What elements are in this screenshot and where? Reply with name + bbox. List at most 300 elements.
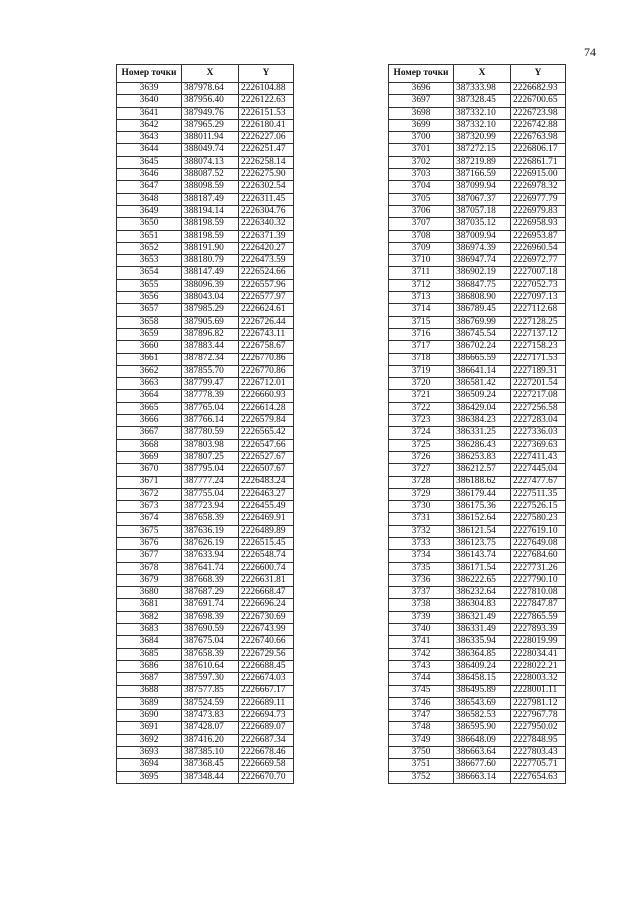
cell-point-number: 3734	[389, 550, 454, 562]
cell-x: 386648.09	[454, 734, 511, 746]
cell-point-number: 3732	[389, 525, 454, 537]
table-row	[389, 599, 566, 611]
table-header-row	[389, 65, 566, 83]
cell-y: 2226696.24	[239, 599, 294, 611]
table-row	[389, 439, 566, 451]
table-row	[389, 95, 566, 107]
cell-y: 2226770.86	[239, 365, 294, 377]
cell-point-number: 3712	[389, 279, 454, 291]
table-row	[389, 685, 566, 697]
cell-point-number: 3658	[117, 316, 182, 328]
table-row	[117, 193, 294, 205]
cell-y: 2226667.17	[239, 685, 294, 697]
cell-point-number: 3733	[389, 537, 454, 549]
cell-x: 388194.14	[182, 205, 239, 217]
cell-x: 386543.69	[454, 697, 511, 709]
cell-point-number: 3701	[389, 144, 454, 156]
table-row	[117, 341, 294, 353]
table-row	[389, 107, 566, 119]
table-row	[389, 747, 566, 759]
cell-y: 2227731.26	[511, 562, 566, 574]
cell-y: 2226861.71	[511, 156, 566, 168]
cell-point-number: 3697	[389, 95, 454, 107]
cell-x: 386677.60	[454, 759, 511, 771]
table-row	[117, 710, 294, 722]
cell-x: 386175.36	[454, 501, 511, 513]
table-row	[117, 525, 294, 537]
table-row	[389, 181, 566, 193]
cell-y: 2227128.25	[511, 316, 566, 328]
cell-point-number: 3683	[117, 624, 182, 636]
table-row	[117, 205, 294, 217]
cell-x: 386232.64	[454, 587, 511, 599]
cell-x: 387658.39	[182, 648, 239, 660]
cell-x: 387633.94	[182, 550, 239, 562]
cell-point-number: 3690	[117, 710, 182, 722]
table-row	[389, 660, 566, 672]
cell-point-number: 3746	[389, 697, 454, 709]
table-row	[117, 550, 294, 562]
table-row	[117, 476, 294, 488]
cell-y: 2226730.69	[239, 611, 294, 623]
cell-point-number: 3702	[389, 156, 454, 168]
header-y: Y	[239, 65, 294, 83]
table-row	[117, 599, 294, 611]
cell-point-number: 3715	[389, 316, 454, 328]
cell-y: 2227112.68	[511, 304, 566, 316]
cell-y: 2227052.73	[511, 279, 566, 291]
cell-point-number: 3741	[389, 636, 454, 648]
cell-y: 2227865.59	[511, 611, 566, 623]
table-row	[389, 587, 566, 599]
cell-x: 386495.89	[454, 685, 511, 697]
cell-x: 386335.94	[454, 636, 511, 648]
cell-point-number: 3641	[117, 107, 182, 119]
cell-y: 2226420.27	[239, 242, 294, 254]
cell-point-number: 3653	[117, 255, 182, 267]
cell-y: 2226806.17	[511, 144, 566, 156]
cell-y: 2226958.93	[511, 218, 566, 230]
table-row	[389, 255, 566, 267]
cell-point-number: 3710	[389, 255, 454, 267]
cell-x: 387416.20	[182, 734, 239, 746]
cell-x: 387777.24	[182, 476, 239, 488]
cell-x: 386384.23	[454, 415, 511, 427]
cell-y: 2226668.47	[239, 587, 294, 599]
cell-y: 2226600.74	[239, 562, 294, 574]
table-row	[117, 648, 294, 660]
cell-point-number: 3691	[117, 722, 182, 734]
cell-x: 386663.14	[454, 771, 511, 783]
cell-point-number: 3716	[389, 328, 454, 340]
table-row	[389, 525, 566, 537]
table-row	[117, 218, 294, 230]
cell-x: 388049.74	[182, 144, 239, 156]
cell-point-number: 3654	[117, 267, 182, 279]
table-row	[389, 550, 566, 562]
table-row	[389, 562, 566, 574]
cell-x: 387978.64	[182, 83, 239, 95]
cell-point-number: 3672	[117, 488, 182, 500]
cell-point-number: 3717	[389, 341, 454, 353]
cell-x: 386581.42	[454, 378, 511, 390]
cell-y: 2226953.87	[511, 230, 566, 242]
cell-x: 386665.59	[454, 353, 511, 365]
cell-x: 387636.19	[182, 525, 239, 537]
cell-x: 387766.14	[182, 415, 239, 427]
cell-y: 2226304.76	[239, 205, 294, 217]
cell-point-number: 3645	[117, 156, 182, 168]
table-row	[117, 488, 294, 500]
cell-y: 2226687.34	[239, 734, 294, 746]
cell-y: 2226311.45	[239, 193, 294, 205]
cell-point-number: 3646	[117, 169, 182, 181]
cell-x: 387272.15	[454, 144, 511, 156]
coordinates-table-left	[116, 64, 294, 784]
table-row	[389, 464, 566, 476]
cell-x: 388187.49	[182, 193, 239, 205]
cell-x: 386321.49	[454, 611, 511, 623]
cell-y: 2226678.46	[239, 747, 294, 759]
cell-x: 387896.82	[182, 328, 239, 340]
cell-point-number: 3685	[117, 648, 182, 660]
cell-point-number: 3666	[117, 415, 182, 427]
cell-x: 387803.98	[182, 439, 239, 451]
cell-y: 2226726.44	[239, 316, 294, 328]
table-row	[389, 427, 566, 439]
cell-y: 2226743.99	[239, 624, 294, 636]
table-row	[117, 439, 294, 451]
cell-y: 2226682.93	[511, 83, 566, 95]
cell-y: 2228003.32	[511, 673, 566, 685]
cell-x: 387755.04	[182, 488, 239, 500]
cell-point-number: 3711	[389, 267, 454, 279]
cell-y: 2226547.66	[239, 439, 294, 451]
cell-x: 387626.19	[182, 537, 239, 549]
cell-point-number: 3728	[389, 476, 454, 488]
table-row	[117, 304, 294, 316]
cell-point-number: 3742	[389, 648, 454, 660]
cell-x: 388191.90	[182, 242, 239, 254]
cell-x: 387166.59	[454, 169, 511, 181]
table-row	[117, 242, 294, 254]
table-row	[117, 156, 294, 168]
cell-y: 2226104.88	[239, 83, 294, 95]
cell-y: 2227477.67	[511, 476, 566, 488]
table-row	[117, 292, 294, 304]
table-row	[389, 673, 566, 685]
table-row	[117, 169, 294, 181]
cell-x: 386745.54	[454, 328, 511, 340]
cell-y: 2226548.74	[239, 550, 294, 562]
table-row	[389, 341, 566, 353]
table-row	[117, 464, 294, 476]
cell-point-number: 3720	[389, 378, 454, 390]
cell-y: 2226972.77	[511, 255, 566, 267]
cell-point-number: 3722	[389, 402, 454, 414]
cell-y: 2226579.84	[239, 415, 294, 427]
cell-point-number: 3693	[117, 747, 182, 759]
cell-y: 2226515.45	[239, 537, 294, 549]
cell-point-number: 3750	[389, 747, 454, 759]
cell-y: 2226151.53	[239, 107, 294, 119]
cell-point-number: 3675	[117, 525, 182, 537]
cell-y: 2226614.28	[239, 402, 294, 414]
cell-point-number: 3682	[117, 611, 182, 623]
cell-y: 2226258.14	[239, 156, 294, 168]
cell-y: 2226527.67	[239, 451, 294, 463]
cell-x: 386947.74	[454, 255, 511, 267]
cell-x: 387807.25	[182, 451, 239, 463]
cell-x: 386974.39	[454, 242, 511, 254]
cell-x: 387332.10	[454, 107, 511, 119]
cell-y: 2226122.63	[239, 95, 294, 107]
cell-point-number: 3671	[117, 476, 182, 488]
cell-point-number: 3651	[117, 230, 182, 242]
cell-point-number: 3735	[389, 562, 454, 574]
cell-x: 387428.07	[182, 722, 239, 734]
cell-point-number: 3727	[389, 464, 454, 476]
cell-y: 2227649.08	[511, 537, 566, 549]
cell-y: 2226669.58	[239, 759, 294, 771]
cell-y: 2227654.63	[511, 771, 566, 783]
cell-point-number: 3680	[117, 587, 182, 599]
table-row	[117, 685, 294, 697]
cell-x: 386286.43	[454, 439, 511, 451]
table-row	[117, 513, 294, 525]
cell-point-number: 3719	[389, 365, 454, 377]
table-row	[117, 660, 294, 672]
cell-point-number: 3661	[117, 353, 182, 365]
table-row	[389, 710, 566, 722]
cell-point-number: 3681	[117, 599, 182, 611]
table-row	[389, 513, 566, 525]
cell-y: 2227336.03	[511, 427, 566, 439]
cell-y: 2226770.86	[239, 353, 294, 365]
cell-x: 386582.53	[454, 710, 511, 722]
cell-x: 386171.54	[454, 562, 511, 574]
cell-point-number: 3705	[389, 193, 454, 205]
cell-x: 386595.90	[454, 722, 511, 734]
cell-x: 387855.70	[182, 365, 239, 377]
cell-y: 2226180.41	[239, 119, 294, 131]
cell-y: 2227097.13	[511, 292, 566, 304]
cell-y: 2227803.43	[511, 747, 566, 759]
cell-point-number: 3718	[389, 353, 454, 365]
cell-x: 387956.40	[182, 95, 239, 107]
cell-x: 386409.24	[454, 660, 511, 672]
cell-y: 2226507.67	[239, 464, 294, 476]
table-row	[117, 279, 294, 291]
table-row	[117, 119, 294, 131]
cell-y: 2226557.96	[239, 279, 294, 291]
cell-y: 2227511.35	[511, 488, 566, 500]
cell-x: 388198.59	[182, 218, 239, 230]
cell-y: 2226742.88	[511, 119, 566, 131]
table-row	[117, 759, 294, 771]
table-row	[117, 267, 294, 279]
cell-point-number: 3745	[389, 685, 454, 697]
table-row	[389, 722, 566, 734]
table-row	[389, 156, 566, 168]
cell-point-number: 3673	[117, 501, 182, 513]
cell-y: 2226915.00	[511, 169, 566, 181]
cell-y: 2226473.59	[239, 255, 294, 267]
cell-point-number: 3744	[389, 673, 454, 685]
table-row	[389, 365, 566, 377]
cell-x: 387333.98	[454, 83, 511, 95]
table-row	[389, 771, 566, 783]
cell-x: 387577.85	[182, 685, 239, 697]
cell-x: 386331.49	[454, 624, 511, 636]
cell-x: 387099.94	[454, 181, 511, 193]
cell-point-number: 3748	[389, 722, 454, 734]
cell-point-number: 3700	[389, 132, 454, 144]
cell-y: 2226251.47	[239, 144, 294, 156]
cell-point-number: 3644	[117, 144, 182, 156]
table-row	[389, 328, 566, 340]
table-row	[117, 328, 294, 340]
cell-y: 2228034.41	[511, 648, 566, 660]
cell-point-number: 3648	[117, 193, 182, 205]
table-row	[389, 119, 566, 131]
table-row	[389, 205, 566, 217]
table-row	[389, 292, 566, 304]
table-row	[389, 501, 566, 513]
cell-point-number: 3647	[117, 181, 182, 193]
cell-y: 2227171.53	[511, 353, 566, 365]
cell-y: 2226674.03	[239, 673, 294, 685]
cell-x: 386179.44	[454, 488, 511, 500]
cell-point-number: 3749	[389, 734, 454, 746]
cell-x: 387872.34	[182, 353, 239, 365]
table-row	[389, 169, 566, 181]
table-row	[389, 242, 566, 254]
cell-point-number: 3695	[117, 771, 182, 783]
cell-x: 387610.64	[182, 660, 239, 672]
cell-x: 387332.10	[454, 119, 511, 131]
cell-y: 2226712.01	[239, 378, 294, 390]
cell-y: 2226758.67	[239, 341, 294, 353]
cell-y: 2227411.43	[511, 451, 566, 463]
cell-x: 386663.64	[454, 747, 511, 759]
cell-y: 2226700.65	[511, 95, 566, 107]
cell-x: 386902.19	[454, 267, 511, 279]
cell-point-number: 3694	[117, 759, 182, 771]
cell-y: 2227137.12	[511, 328, 566, 340]
table-row	[117, 144, 294, 156]
cell-x: 387795.04	[182, 464, 239, 476]
table-row	[389, 304, 566, 316]
cell-x: 387690.59	[182, 624, 239, 636]
cell-x: 388087.52	[182, 169, 239, 181]
cell-point-number: 3688	[117, 685, 182, 697]
cell-point-number: 3657	[117, 304, 182, 316]
cell-point-number: 3667	[117, 427, 182, 439]
cell-point-number: 3706	[389, 205, 454, 217]
cell-x: 388043.04	[182, 292, 239, 304]
cell-point-number: 3704	[389, 181, 454, 193]
cell-y: 2226631.81	[239, 574, 294, 586]
table-row	[389, 402, 566, 414]
table-row	[389, 353, 566, 365]
cell-y: 2226577.97	[239, 292, 294, 304]
cell-y: 2226978.32	[511, 181, 566, 193]
cell-y: 2227847.87	[511, 599, 566, 611]
cell-point-number: 3731	[389, 513, 454, 525]
cell-point-number: 3640	[117, 95, 182, 107]
cell-y: 2226977.79	[511, 193, 566, 205]
cell-point-number: 3699	[389, 119, 454, 131]
cell-point-number: 3721	[389, 390, 454, 402]
table-row	[389, 759, 566, 771]
cell-point-number: 3703	[389, 169, 454, 181]
cell-x: 386769.99	[454, 316, 511, 328]
table-row	[117, 562, 294, 574]
cell-x: 386509.24	[454, 390, 511, 402]
cell-point-number: 3669	[117, 451, 182, 463]
cell-x: 386253.83	[454, 451, 511, 463]
header-point-number: Номер точки	[117, 65, 182, 83]
cell-x: 387348.44	[182, 771, 239, 783]
cell-point-number: 3696	[389, 83, 454, 95]
cell-y: 2227967.78	[511, 710, 566, 722]
cell-point-number: 3684	[117, 636, 182, 648]
cell-x: 386331.25	[454, 427, 511, 439]
table-row	[117, 107, 294, 119]
cell-x: 387691.74	[182, 599, 239, 611]
table-row	[389, 144, 566, 156]
cell-x: 387723.94	[182, 501, 239, 513]
cell-point-number: 3743	[389, 660, 454, 672]
cell-x: 388198.59	[182, 230, 239, 242]
cell-x: 388011.94	[182, 132, 239, 144]
cell-point-number: 3652	[117, 242, 182, 254]
table-row	[117, 722, 294, 734]
cell-y: 2227256.58	[511, 402, 566, 414]
cell-y: 2226660.93	[239, 390, 294, 402]
cell-point-number: 3663	[117, 378, 182, 390]
cell-point-number: 3664	[117, 390, 182, 402]
table-row	[389, 611, 566, 623]
cell-point-number: 3740	[389, 624, 454, 636]
cell-x: 387328.45	[454, 95, 511, 107]
table-row	[117, 451, 294, 463]
cell-x: 387524.59	[182, 697, 239, 709]
cell-y: 2226371.39	[239, 230, 294, 242]
table-row	[117, 378, 294, 390]
table-row	[117, 95, 294, 107]
header-x: X	[454, 65, 511, 83]
table-row	[117, 255, 294, 267]
cell-x: 387883.44	[182, 341, 239, 353]
cell-point-number: 3662	[117, 365, 182, 377]
cell-point-number: 3668	[117, 439, 182, 451]
cell-point-number: 3752	[389, 771, 454, 783]
cell-x: 387698.39	[182, 611, 239, 623]
cell-x: 386123.75	[454, 537, 511, 549]
cell-x: 387778.39	[182, 390, 239, 402]
cell-point-number: 3751	[389, 759, 454, 771]
cell-x: 386808.90	[454, 292, 511, 304]
cell-x: 387009.94	[454, 230, 511, 242]
table-row	[389, 83, 566, 95]
cell-y: 2226624.61	[239, 304, 294, 316]
table-row	[389, 390, 566, 402]
cell-x: 386212.57	[454, 464, 511, 476]
cell-point-number: 3726	[389, 451, 454, 463]
cell-point-number: 3676	[117, 537, 182, 549]
